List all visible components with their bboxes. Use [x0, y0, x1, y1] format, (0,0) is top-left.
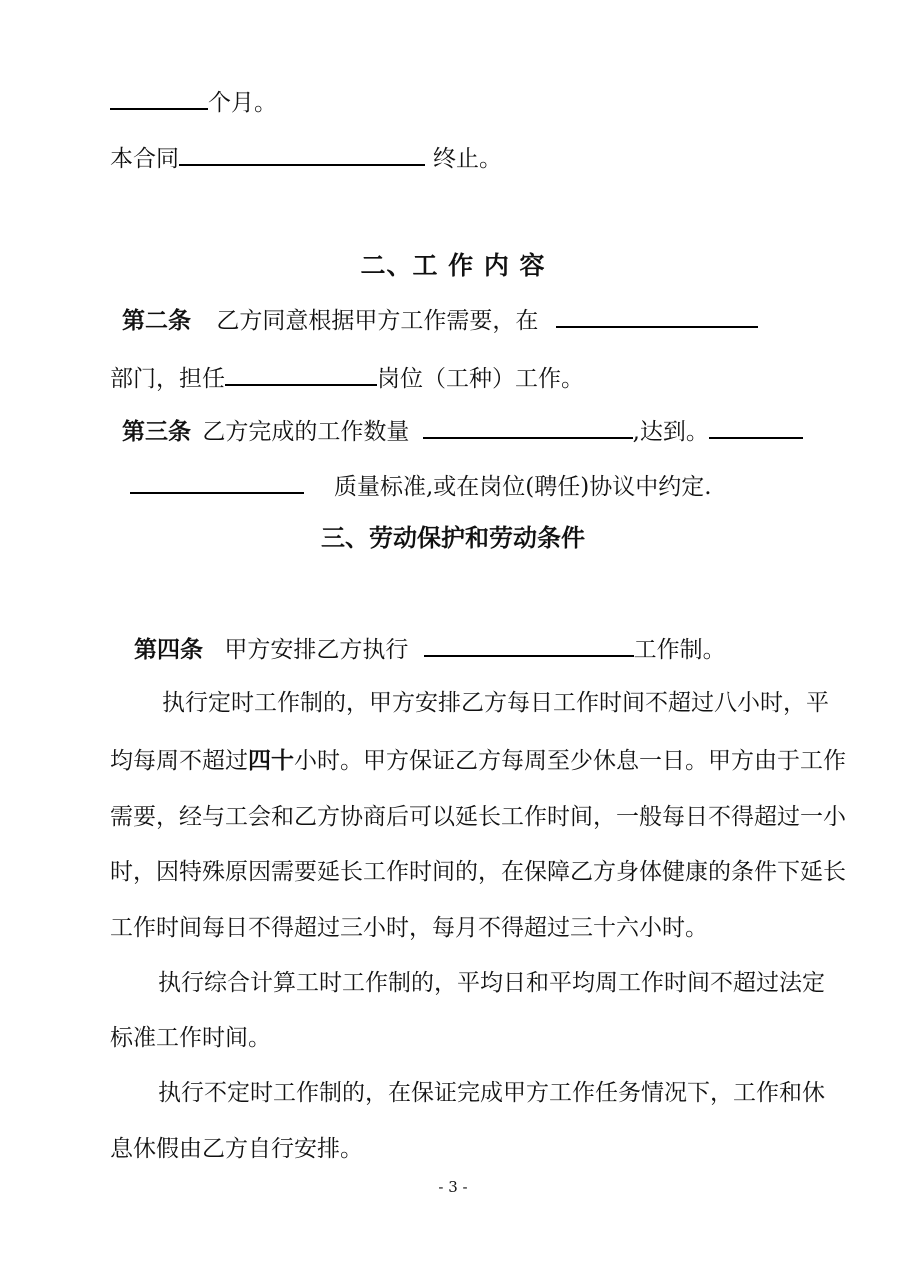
article3-text-a: 乙方完成的工作数量 [202, 419, 410, 445]
article4-text-a: 甲方安排乙方执行 [224, 637, 409, 663]
para2-line2: 标准工作时间。 [110, 1025, 271, 1051]
months-blank [110, 86, 208, 110]
article4-label: 第四条 [134, 636, 203, 663]
quality-blank-2 [130, 470, 304, 494]
work-system-blank [424, 633, 634, 657]
para1-line2 [110, 746, 846, 776]
section3-title: 三、劳动保护和劳动条件 [321, 523, 585, 552]
para3-line2: 息休假由乙方自行安排。 [110, 1136, 363, 1162]
article3-text-b: ,达到。 [632, 419, 709, 445]
para1-line4: 时，因特殊原因需要延长工作时间的，在保障乙方身体健康的条件下延长 [110, 859, 846, 885]
article2-dept-text: 部门，担任 [110, 366, 225, 392]
contract-suffix: 终止。 [433, 146, 502, 172]
contract-end-blank [179, 142, 425, 166]
contract-prefix: 本合同 [110, 146, 179, 172]
article4-text-b: 工作制。 [633, 637, 726, 663]
page-number: - 3 - [438, 1178, 468, 1196]
article2-position-text: 岗位（工种）工作。 [377, 366, 584, 392]
section2-title: 二、工 作 内 容 [360, 251, 546, 280]
department-blank [556, 304, 758, 328]
article3-cont-line [130, 470, 712, 502]
para3-line1: 执行不定时工作制的，在保证完成甲方工作任务情况下，工作和休 [158, 1080, 825, 1106]
work-quantity-blank [423, 415, 633, 439]
article4-line [134, 633, 726, 665]
quality-blank-1 [709, 415, 803, 439]
para1-line3: 需要，经与工会和乙方协商后可以延长工作时间，一般每日不得超过一小 [110, 804, 846, 830]
para1-line1: 执行定时工作制的，甲方安排乙方每日工作时间不超过八小时，平 [162, 690, 829, 716]
article2-line [122, 304, 758, 336]
contract-term-line [110, 142, 502, 174]
article3-line [122, 415, 803, 447]
para1-forty: 四十 [248, 747, 294, 774]
para1-line2-a: 均每周不超过 [110, 748, 248, 774]
position-blank [225, 362, 377, 386]
para2-line1: 执行综合计算工时工作制的，平均日和平均周工作时间不超过法定 [158, 970, 825, 996]
article3-cont-text: 质量标准,或在岗位(聘任)协议中约定. [334, 474, 712, 500]
para1-line5: 工作时间每日不得超过三小时，每月不得超过三十六小时。 [110, 915, 708, 941]
article3-label: 第三条 [122, 418, 191, 445]
article2-cont-line [110, 362, 584, 394]
para1-line2-b: 小时。甲方保证乙方每周至少休息一日。甲方由于工作 [294, 748, 846, 774]
article2-text: 乙方同意根据甲方工作需要，在 [216, 308, 539, 334]
article2-label: 第二条 [122, 307, 191, 334]
months-text: 个月。 [208, 90, 277, 116]
months-line [110, 86, 277, 118]
